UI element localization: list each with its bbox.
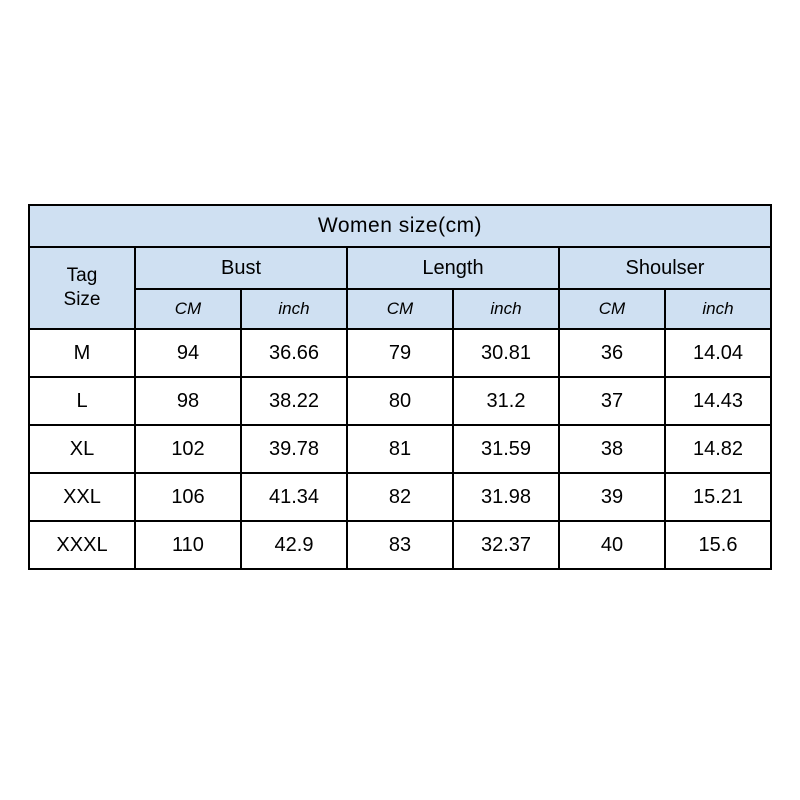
cell-shoulder-cm: 38 xyxy=(559,425,665,473)
cell-shoulder-cm: 36 xyxy=(559,329,665,377)
unit-header-shoulder-cm: CM xyxy=(559,289,665,329)
table-unit-header-row xyxy=(29,289,771,329)
cell-length-cm: 82 xyxy=(347,473,453,521)
row-size-label: XL xyxy=(29,425,135,473)
cell-bust-cm: 94 xyxy=(135,329,241,377)
cell-shoulder-cm: 39 xyxy=(559,473,665,521)
cell-shoulder-cm: 40 xyxy=(559,521,665,569)
cell-length-cm: 83 xyxy=(347,521,453,569)
table-title: Women size(cm) xyxy=(29,205,771,247)
unit-header-bust-inch: inch xyxy=(241,289,347,329)
cell-length-inch: 32.37 xyxy=(453,521,559,569)
cell-length-inch: 30.81 xyxy=(453,329,559,377)
tag-size-header xyxy=(29,247,135,329)
cell-shoulder-inch: 14.43 xyxy=(665,377,771,425)
cell-shoulder-inch: 15.6 xyxy=(665,521,771,569)
group-header-bust: Bust xyxy=(135,247,347,289)
tag-size-header-line2: Size xyxy=(63,289,101,310)
table-title-row xyxy=(29,205,771,247)
cell-bust-inch: 39.78 xyxy=(241,425,347,473)
cell-length-cm: 80 xyxy=(347,377,453,425)
size-chart-table xyxy=(28,204,772,570)
cell-bust-inch: 41.34 xyxy=(241,473,347,521)
row-size-label: XXL xyxy=(29,473,135,521)
row-size-label: M xyxy=(29,329,135,377)
cell-bust-cm: 110 xyxy=(135,521,241,569)
unit-header-shoulder-inch: inch xyxy=(665,289,771,329)
cell-shoulder-inch: 14.04 xyxy=(665,329,771,377)
cell-bust-inch: 38.22 xyxy=(241,377,347,425)
cell-shoulder-inch: 15.21 xyxy=(665,473,771,521)
cell-bust-cm: 98 xyxy=(135,377,241,425)
table-row xyxy=(29,425,771,473)
group-header-shoulder: Shoulser xyxy=(559,247,771,289)
row-size-label: XXXL xyxy=(29,521,135,569)
unit-header-length-cm: CM xyxy=(347,289,453,329)
table-row xyxy=(29,377,771,425)
unit-header-bust-cm: CM xyxy=(135,289,241,329)
unit-header-length-inch: inch xyxy=(453,289,559,329)
table-group-header-row xyxy=(29,247,771,289)
table-row xyxy=(29,473,771,521)
tag-size-header-line1: Tag xyxy=(66,265,98,287)
cell-bust-cm: 106 xyxy=(135,473,241,521)
size-chart-container xyxy=(28,204,772,570)
cell-bust-inch: 42.9 xyxy=(241,521,347,569)
cell-length-inch: 31.98 xyxy=(453,473,559,521)
cell-length-cm: 79 xyxy=(347,329,453,377)
cell-length-inch: 31.59 xyxy=(453,425,559,473)
table-row xyxy=(29,329,771,377)
cell-shoulder-inch: 14.82 xyxy=(665,425,771,473)
cell-length-cm: 81 xyxy=(347,425,453,473)
group-header-length: Length xyxy=(347,247,559,289)
cell-shoulder-cm: 37 xyxy=(559,377,665,425)
cell-length-inch: 31.2 xyxy=(453,377,559,425)
row-size-label: L xyxy=(29,377,135,425)
cell-bust-cm: 102 xyxy=(135,425,241,473)
table-row xyxy=(29,521,771,569)
cell-bust-inch: 36.66 xyxy=(241,329,347,377)
